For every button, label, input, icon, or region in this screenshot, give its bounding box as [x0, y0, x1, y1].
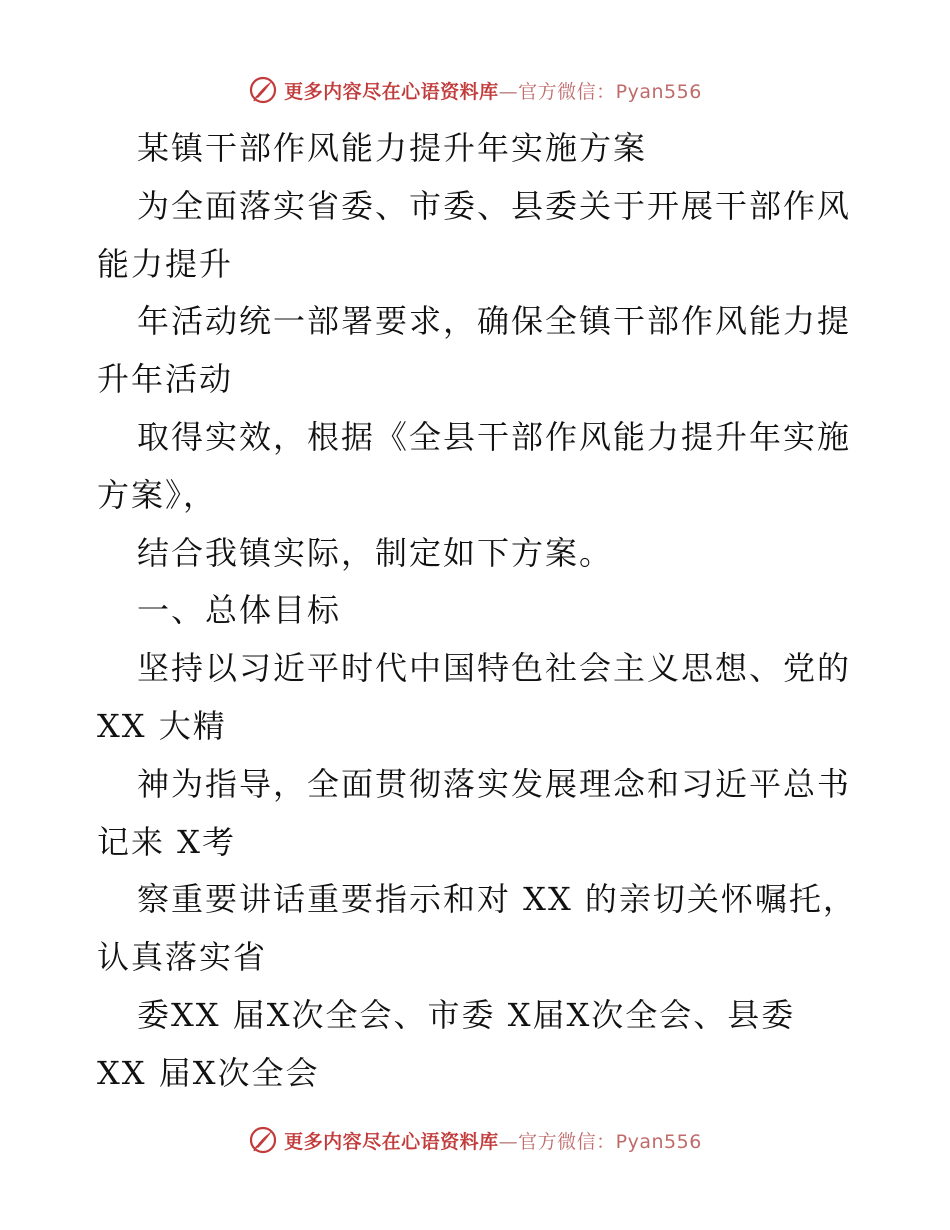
text-line: 年活动统一部署要求，确保全镇干部作风能力提 [137, 302, 852, 341]
quill-logo-icon [248, 1125, 278, 1155]
text-line: 能力提升 [97, 244, 234, 283]
text-line: 察重要讲话重要指示和对 XX 的亲切关怀嘱托， [137, 880, 857, 919]
watermark-text [284, 77, 702, 104]
footer-watermark [0, 1120, 950, 1160]
header-watermark [0, 70, 950, 110]
text-line: 取得实效，根据《全县干部作风能力提升年实施 [137, 417, 852, 456]
document-body [97, 120, 857, 1103]
watermark-main-text: 更多内容尽在心语资料库 [284, 1130, 499, 1153]
text-line: 为全面落实省委、市委、县委关于开展干部作风 [137, 186, 852, 225]
watermark-text [284, 1127, 702, 1154]
text-line: 记来 X考 [97, 822, 236, 861]
watermark-wechat-text: 官方微信：Pyan556 [518, 1130, 702, 1153]
quill-logo-icon [248, 75, 278, 105]
text-line: 一、总体目标 [137, 591, 342, 630]
text-line: 升年活动 [97, 360, 234, 399]
watermark-wechat-text: 官方微信：Pyan556 [518, 80, 702, 103]
watermark-separator: — [498, 80, 519, 103]
watermark-separator: — [498, 1130, 519, 1153]
text-line: 认真落实省 [97, 938, 268, 977]
text-line: 结合我镇实际，制定如下方案。 [137, 533, 614, 572]
text-line: 某镇干部作风能力提升年实施方案 [137, 129, 648, 167]
text-line: 坚持以习近平时代中国特色社会主义思想、党的 [137, 649, 852, 688]
text-line: 委XX 届X次全会、市委 X届X次全会、县委 [137, 995, 796, 1034]
text-line: 神为指导，全面贯彻落实发展理念和习近平总书 [137, 764, 852, 803]
text-line: XX 届X次全会 [97, 1053, 320, 1092]
text-line: 方案》， [97, 475, 218, 514]
text-line: XX 大精 [97, 706, 227, 745]
watermark-main-text: 更多内容尽在心语资料库 [284, 80, 499, 103]
